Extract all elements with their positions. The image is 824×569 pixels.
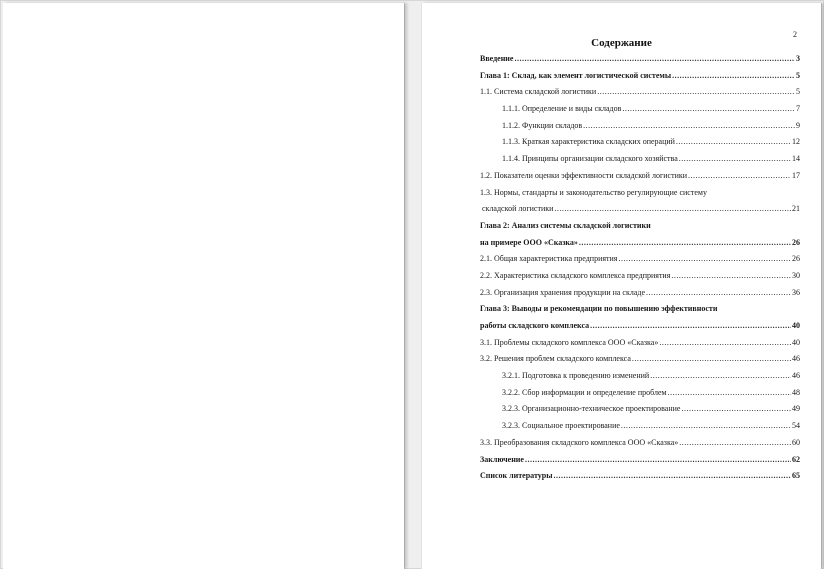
toc-entry-page: 62 — [792, 454, 800, 464]
toc-entry-page: 40 — [792, 321, 800, 330]
toc-page — [421, 3, 821, 569]
toc-leader-dots — [672, 71, 795, 80]
toc-entry[interactable] — [480, 438, 800, 455]
toc-entry-page: 3 — [796, 54, 800, 63]
toc-entry[interactable] — [480, 87, 800, 104]
toc-entry[interactable] — [480, 271, 800, 288]
toc-entry[interactable] — [480, 71, 800, 88]
toc-leader-dots — [590, 321, 791, 330]
toc-entry[interactable] — [480, 54, 800, 71]
toc-entry-label: Список литературы — [480, 471, 553, 481]
toc-leader-dots — [618, 254, 791, 263]
toc-entry-label: Введение — [480, 54, 514, 63]
toc-entry-page: 46 — [792, 371, 800, 381]
toc-entry-label: на примере ООО «Сказка» — [480, 237, 578, 247]
toc-entry-label: 3.2.3. Организационно-техническое проектирование — [502, 404, 681, 414]
toc-leader-dots — [583, 121, 795, 130]
toc-entry[interactable] — [480, 371, 800, 388]
toc-entry-page: 40 — [792, 337, 800, 347]
toc-leader-dots — [632, 354, 791, 363]
toc-entry[interactable] — [480, 354, 800, 371]
toc-entry-label: 1.1.3. Краткая характеристика складских операций — [502, 137, 675, 147]
toc-entry[interactable] — [480, 254, 800, 271]
toc-leader-dots — [676, 137, 791, 146]
toc-entry-page: 14 — [792, 154, 800, 164]
toc-entry-label: 2.3. Организация хранения продукции на складе — [480, 287, 646, 297]
toc-entry-page: 49 — [792, 404, 800, 414]
toc-entry-label: 1.1.2. Функции складов — [502, 120, 583, 130]
toc-entry-label: 1.1. Система складской логистики — [480, 87, 597, 97]
blank-page — [3, 3, 404, 569]
toc-entry-label: 1.1.4. Принципы организации складского хозяйства — [502, 154, 678, 164]
toc-entry-page: 21 — [792, 204, 800, 214]
toc-leader-dots — [650, 371, 791, 380]
toc-entry-page: 26 — [792, 254, 800, 264]
toc-entry-page: 30 — [792, 270, 800, 280]
toc-entry-label: 1.3. Нормы, стандарты и законодательство регулирующие систему — [480, 187, 707, 197]
toc-entry-label: 3.3. Преобразования складского комплекса ООО «Сказка» — [480, 437, 679, 447]
toc-entry-label: 1.1.1. Определение и виды складов — [502, 104, 622, 114]
toc-entry[interactable] — [480, 388, 800, 405]
toc-entry-page: 54 — [792, 421, 800, 431]
toc-leader-dots — [679, 154, 791, 163]
toc-leader-dots — [597, 87, 795, 96]
toc-entry-page: 12 — [792, 137, 800, 147]
toc-entry[interactable] — [480, 471, 800, 488]
toc-leader-dots — [668, 388, 791, 397]
toc-entry[interactable] — [480, 188, 800, 205]
toc-leader-dots — [525, 455, 791, 464]
page-number: 2 — [793, 30, 797, 39]
toc-entry[interactable] — [480, 154, 800, 171]
toc-entry-label: Глава 3: Выводы и рекомендации по повышению эффективности — [480, 304, 718, 314]
toc-entry-page: 26 — [792, 237, 800, 247]
toc-entry[interactable] — [480, 221, 800, 238]
toc-list — [480, 54, 800, 488]
toc-entry[interactable] — [480, 404, 800, 421]
toc-entry-label: работы складского комплекса — [480, 321, 590, 330]
toc-leader-dots — [554, 204, 791, 213]
toc-leader-dots — [681, 404, 791, 413]
toc-entry-label: 1.2. Показатели оценки эффективности складской логистики — [480, 170, 688, 180]
toc-entry-label: 3.2. Решения проблем складского комплекса — [480, 354, 631, 364]
toc-leader-dots — [554, 471, 792, 480]
toc-entry[interactable] — [480, 288, 800, 305]
toc-leader-dots — [514, 54, 795, 63]
toc-entry[interactable] — [480, 455, 800, 472]
toc-entry-page: 7 — [796, 104, 800, 114]
toc-entry-page: 36 — [792, 287, 800, 297]
toc-entry-label: 2.1. Общая характеристика предприятия — [480, 254, 618, 264]
toc-leader-dots — [621, 421, 791, 430]
toc-entry-page: 5 — [796, 87, 800, 97]
toc-entry[interactable] — [480, 321, 800, 338]
toc-entry-label: Глава 1: Склад, как элемент логистической системы — [480, 70, 672, 80]
toc-entry[interactable] — [480, 338, 800, 355]
toc-leader-dots — [688, 171, 791, 180]
toc-entry-page: 48 — [792, 387, 800, 397]
toc-entry-page: 9 — [796, 120, 800, 130]
toc-entry-page: 65 — [792, 471, 800, 481]
toc-entry-page: 5 — [796, 70, 800, 80]
toc-entry[interactable] — [480, 421, 800, 438]
toc-leader-dots — [579, 238, 791, 247]
toc-leader-dots — [679, 438, 791, 447]
toc-entry-label: 2.2. Характеристика складского комплекса предприятия — [480, 270, 671, 280]
toc-leader-dots — [671, 271, 791, 280]
toc-entry[interactable] — [480, 121, 800, 138]
toc-entry-page: 46 — [792, 354, 800, 364]
toc-entry[interactable] — [480, 238, 800, 255]
toc-entry-page: 17 — [792, 170, 800, 180]
toc-entry-label: 3.1. Проблемы складского комплекса ООО «Сказка» — [480, 337, 659, 347]
toc-entry[interactable] — [480, 204, 800, 221]
toc-entry-label: 3.2.2. Сбор информации и определение проблем — [502, 387, 667, 397]
toc-leader-dots — [646, 288, 791, 297]
toc-entry-page: 60 — [792, 437, 800, 447]
toc-leader-dots — [659, 338, 791, 347]
toc-title: Содержание — [591, 37, 652, 49]
toc-entry[interactable] — [480, 104, 800, 121]
toc-leader-dots — [622, 104, 795, 113]
toc-entry-label: Глава 2: Анализ системы складской логистики — [480, 220, 651, 230]
toc-entry[interactable] — [480, 171, 800, 188]
toc-entry-label: 3.2.3. Социальное проектирование — [502, 421, 620, 431]
toc-entry[interactable] — [480, 137, 800, 154]
toc-entry-label: 3.2.1. Подготовка к проведению изменений — [502, 371, 650, 381]
toc-entry[interactable] — [480, 304, 800, 321]
toc-entry-label: Заключение — [480, 454, 524, 464]
toc-entry-label: складской логистики — [482, 204, 554, 214]
